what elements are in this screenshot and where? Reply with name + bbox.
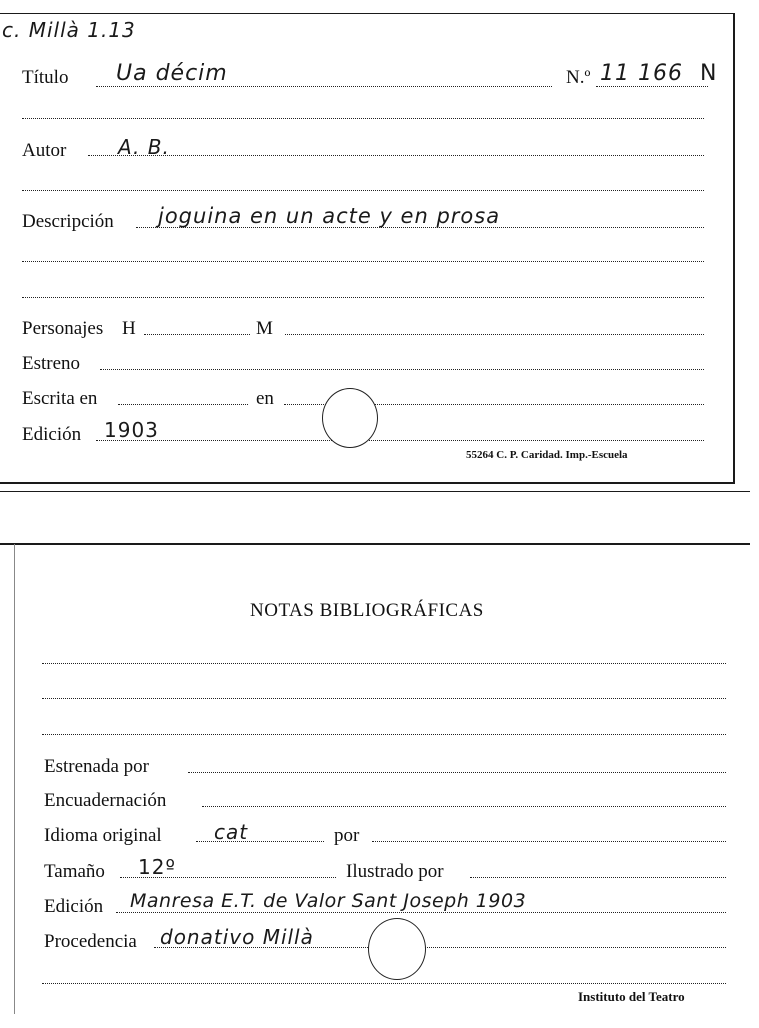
bottom-edicion-value: Manresa E.T. de Valor Sant Joseph 1903 xyxy=(130,890,527,912)
printer-imprint: 55264 C. P. Caridad. Imp.-Escuela xyxy=(466,449,628,461)
estreno-label: Estreno xyxy=(22,353,81,374)
descripcion-label: Descripción xyxy=(22,211,114,232)
idioma-por-label: por xyxy=(334,825,360,846)
escrita-label: Escrita en xyxy=(22,388,98,409)
tamano-value: 12º xyxy=(138,855,176,879)
punch-hole xyxy=(322,388,378,448)
corner-note: c. Millà 1.13 xyxy=(2,18,136,42)
procedencia-label: Procedencia xyxy=(44,931,137,952)
numero-value: 11 166 xyxy=(600,61,683,86)
descripcion-value: joguina en un acte y en prosa xyxy=(158,204,501,228)
autor-label: Autor xyxy=(22,140,67,161)
edicion-label: Edición xyxy=(22,424,82,445)
punch-hole-bottom xyxy=(368,918,426,980)
personajes-label: Personajes xyxy=(22,318,104,339)
idioma-label: Idioma original xyxy=(44,825,162,846)
escrita-second-label: en xyxy=(256,388,274,409)
institute-footer: Instituto del Teatro xyxy=(578,989,685,1004)
personajes-h-label: H xyxy=(122,318,136,339)
autor-value: A. B. xyxy=(118,135,170,159)
edicion-value: 1903 xyxy=(104,418,159,442)
notas-heading: NOTAS BIBLIOGRÁFICAS xyxy=(250,600,484,621)
idioma-value: cat xyxy=(214,820,249,844)
procedencia-value: donativo Millà xyxy=(160,925,314,949)
titulo-label: Título xyxy=(22,67,69,88)
bottom-edicion-label: Edición xyxy=(44,896,104,917)
estrenada-label: Estrenada por xyxy=(44,756,149,777)
titulo-value: Ua décim xyxy=(116,61,228,86)
numero-suffix: N xyxy=(700,61,718,86)
personajes-m-label: M xyxy=(256,318,273,339)
encuadernacion-label: Encuadernación xyxy=(44,790,167,811)
numero-label: N.º xyxy=(566,67,591,88)
tamano-label: Tamaño xyxy=(44,861,105,882)
ilustrado-label: Ilustrado por xyxy=(346,861,444,882)
